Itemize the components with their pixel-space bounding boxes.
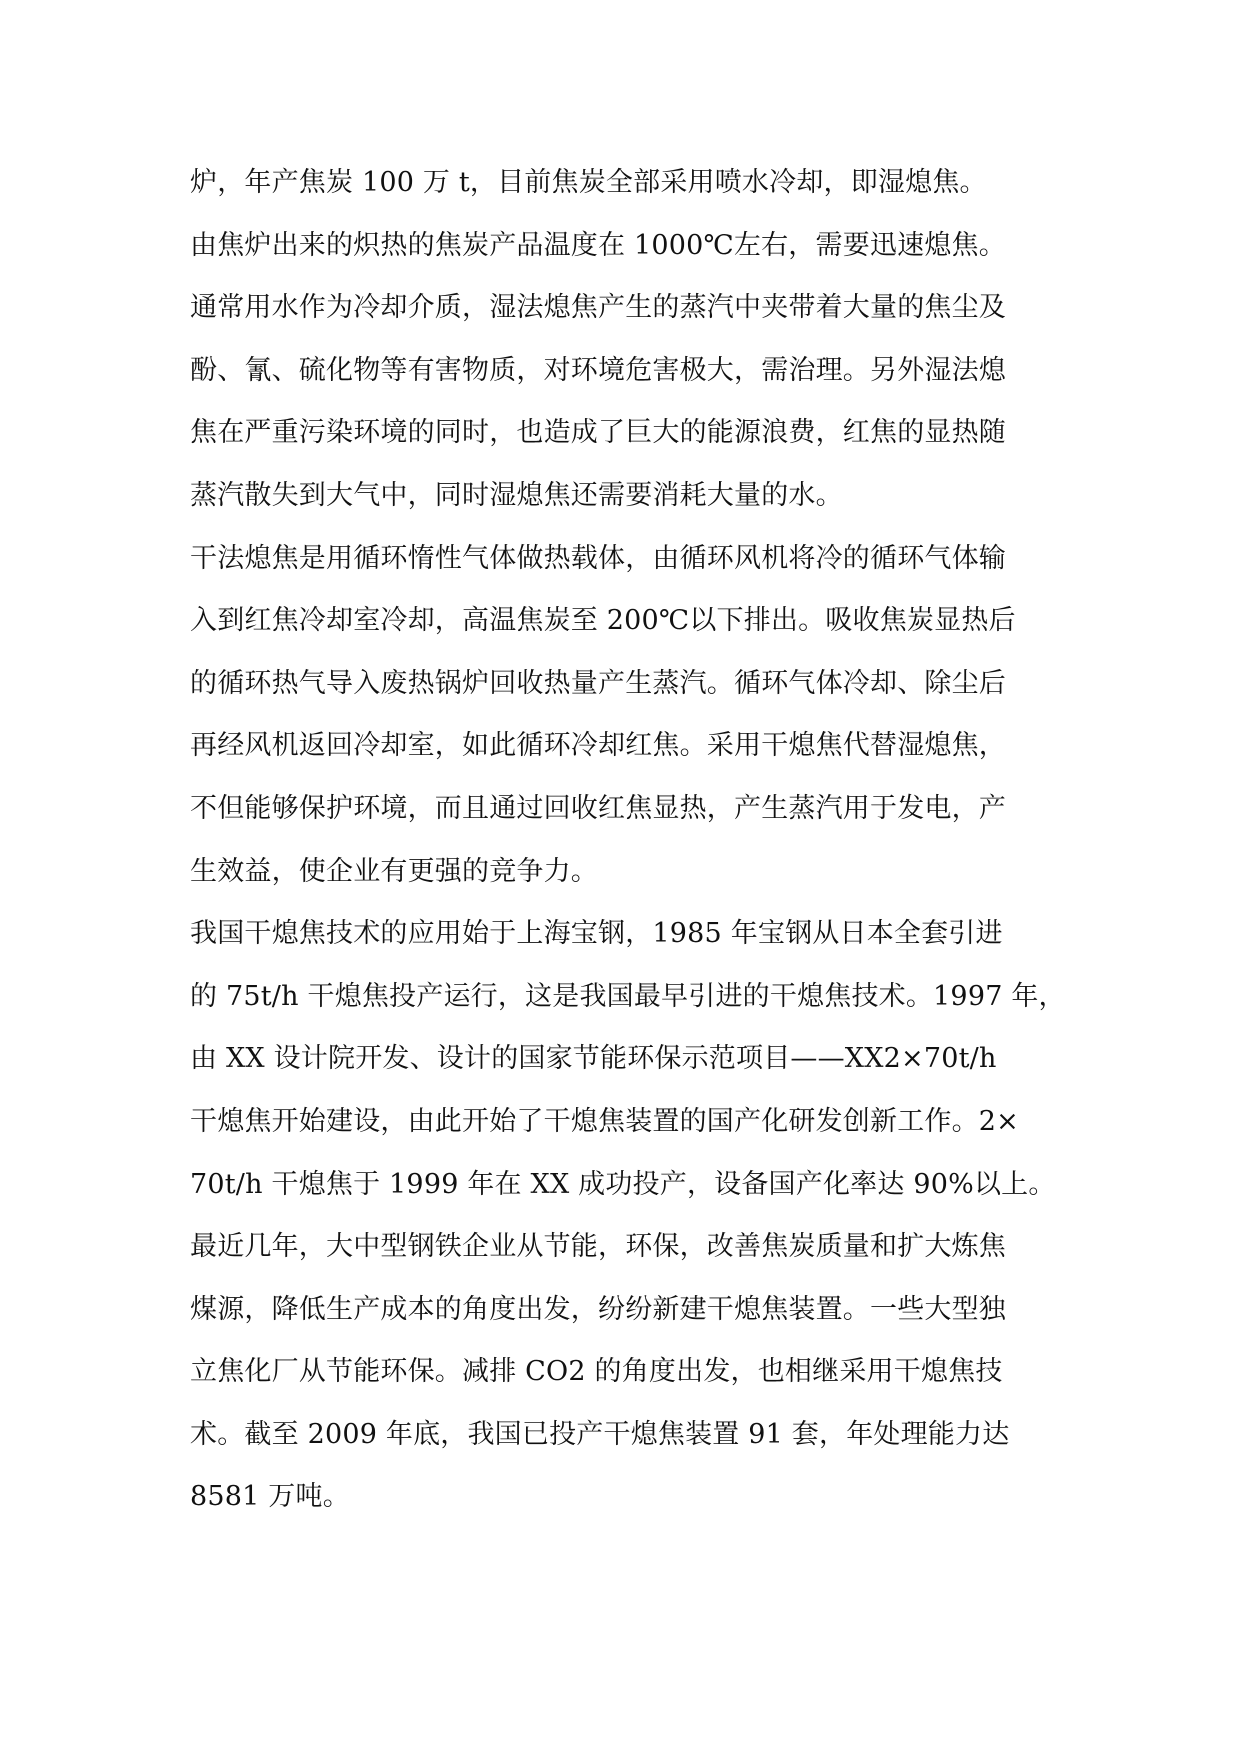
text-line: 干熄焦开始建设，由此开始了干熄焦装置的国产化研发创新工作。2× xyxy=(190,1105,1019,1137)
text-line: 术。截至 2009 年底，我国已投产干熄焦装置 91 套，年处理能力达 xyxy=(190,1418,1010,1450)
body-text xyxy=(190,152,1070,1529)
text-line: 立焦化厂从节能环保。减排 CO2 的角度出发，也相继采用干熄焦技 xyxy=(190,1356,1003,1388)
text-line: 的 75t/h 干熄焦投产运行，这是我国最早引进的干熄焦技术。1997 年， xyxy=(190,980,1066,1012)
text-line: 我国干熄焦技术的应用始于上海宝钢，1985 年宝钢从日本全套引进 xyxy=(190,918,1003,950)
text-line: 通常用水作为冷却介质，湿法熄焦产生的蒸汽中夹带着大量的焦尘及 xyxy=(190,292,1006,324)
text-line: 煤源，降低生产成本的角度出发，纷纷新建干熄焦装置。一些大型独 xyxy=(190,1293,1006,1325)
text-line: 干法熄焦是用循环惰性气体做热载体，由循环风机将冷的循环气体输 xyxy=(190,542,1006,574)
text-line: 生效益，使企业有更强的竞争力。 xyxy=(190,855,598,887)
text-line: 再经风机返回冷却室，如此循环冷却红焦。采用干熄焦代替湿熄焦， xyxy=(190,730,1006,762)
text-line: 酚、氰、硫化物等有害物质，对环境危害极大，需治理。另外湿法熄 xyxy=(190,354,1006,386)
text-line: 的循环热气导入废热锅炉回收热量产生蒸汽。循环气体冷却、除尘后 xyxy=(190,667,1006,699)
text-line: 炉，年产焦炭 100 万 t，目前焦炭全部采用喷水冷却，即湿熄焦。 xyxy=(190,167,987,198)
text-line: 由 XX 设计院开发、设计的国家节能环保示范项目——XX2×70t/h xyxy=(190,1043,997,1075)
text-line: 焦在严重污染环境的同时，也造成了巨大的能源浪费，红焦的显热随 xyxy=(190,417,1006,449)
text-line: 蒸汽散失到大气中，同时湿熄焦还需要消耗大量的水。 xyxy=(190,479,843,511)
text-line: 最近几年，大中型钢铁企业从节能，环保，改善焦炭质量和扩大炼焦 xyxy=(190,1231,1006,1263)
text-line: 由焦炉出来的炽热的焦炭产品温度在 1000℃左右，需要迅速熄焦。 xyxy=(190,229,1006,261)
text-line: 70t/h 干熄焦于 1999 年在 XX 成功投产，设备国产化率达 90%以上。 xyxy=(190,1168,1056,1200)
text-line: 8581 万吨。 xyxy=(190,1481,350,1513)
text-line: 入到红焦冷却室冷却，高温焦炭至 200℃以下排出。吸收焦炭显热后 xyxy=(190,605,1016,637)
text-line: 不但能够保护环境，而且通过回收红焦显热，产生蒸汽用于发电，产 xyxy=(190,792,1006,824)
